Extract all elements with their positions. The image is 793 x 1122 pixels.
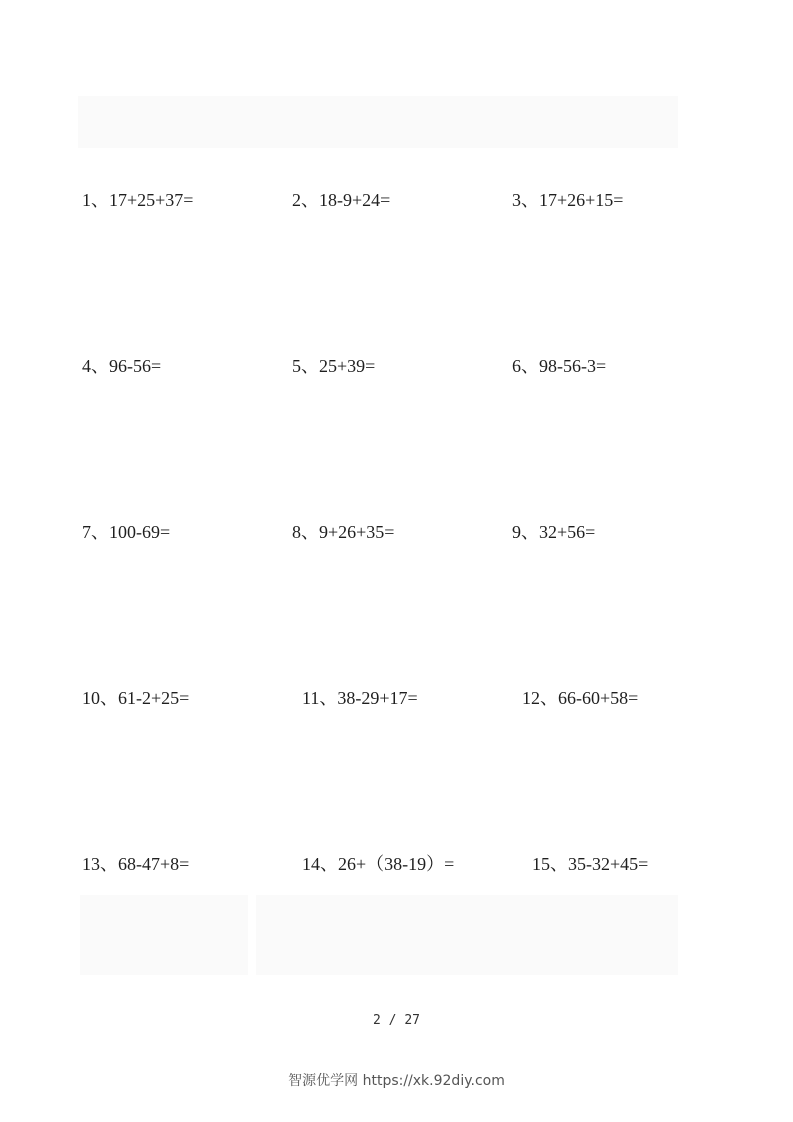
problem-number: 2 <box>292 190 301 210</box>
problem-5 <box>292 355 375 377</box>
problem-10 <box>82 687 189 709</box>
separator: 、 <box>100 688 118 708</box>
separator: 、 <box>550 854 568 874</box>
separator: 、 <box>320 854 338 874</box>
problem-number: 3 <box>512 190 521 210</box>
separator: 、 <box>521 356 539 376</box>
problem-number: 10 <box>82 688 100 708</box>
problem-number: 9 <box>512 522 521 542</box>
problem-8 <box>292 521 394 543</box>
separator: 、 <box>319 688 338 708</box>
problem-number: 5 <box>292 356 301 376</box>
problem-expression: 98-56-3= <box>539 356 607 376</box>
problem-expression: 96-56= <box>109 356 162 376</box>
separator: 、 <box>91 522 109 542</box>
separator: 、 <box>301 190 319 210</box>
separator: 、 <box>540 688 558 708</box>
page-number: 2 / 27 <box>373 1013 420 1028</box>
separator: 、 <box>301 522 319 542</box>
problem-number: 7 <box>82 522 91 542</box>
separator: 、 <box>301 356 319 376</box>
problem-expression: 61-2+25= <box>118 688 190 708</box>
problem-14 <box>302 853 454 875</box>
problem-4 <box>82 355 161 377</box>
problem-expression: 38-29+17= <box>337 688 418 708</box>
problem-number: 13 <box>82 854 100 874</box>
footer-watermark: 智源优学网 https://xk.92diy.com <box>288 1073 505 1089</box>
problem-12 <box>522 687 638 709</box>
problem-number: 8 <box>292 522 301 542</box>
scan-shade-bottom-right <box>256 895 678 975</box>
problem-expression: 25+39= <box>319 356 376 376</box>
problem-number: 15 <box>532 854 550 874</box>
scan-shade-top <box>78 96 678 148</box>
problem-1 <box>82 189 193 211</box>
separator: 、 <box>521 522 539 542</box>
separator: 、 <box>91 190 109 210</box>
problem-13 <box>82 853 189 875</box>
problem-expression: 66-60+58= <box>558 688 639 708</box>
problem-number: 11 <box>302 688 320 708</box>
separator: 、 <box>91 356 109 376</box>
problem-expression: 32+56= <box>539 522 596 542</box>
problem-number: 4 <box>82 356 91 376</box>
problem-11 <box>302 687 418 709</box>
scan-shade-bottom-left <box>80 895 248 975</box>
problem-number: 12 <box>522 688 540 708</box>
separator: 、 <box>100 854 118 874</box>
separator: 、 <box>521 190 539 210</box>
problem-expression: 26+（38-19）= <box>338 854 455 874</box>
problem-9 <box>512 521 595 543</box>
problem-expression: 17+26+15= <box>539 190 624 210</box>
problem-2 <box>292 189 390 211</box>
problem-expression: 35-32+45= <box>568 854 649 874</box>
problem-7 <box>82 521 170 543</box>
problem-expression: 9+26+35= <box>319 522 395 542</box>
problem-15 <box>532 853 648 875</box>
problem-expression: 17+25+37= <box>109 190 194 210</box>
problem-expression: 100-69= <box>109 522 171 542</box>
problem-expression: 18-9+24= <box>319 190 391 210</box>
problem-3 <box>512 189 623 211</box>
problem-number: 1 <box>82 190 91 210</box>
problem-number: 14 <box>302 854 320 874</box>
problem-number: 6 <box>512 356 521 376</box>
problem-6 <box>512 355 606 377</box>
problem-expression: 68-47+8= <box>118 854 190 874</box>
